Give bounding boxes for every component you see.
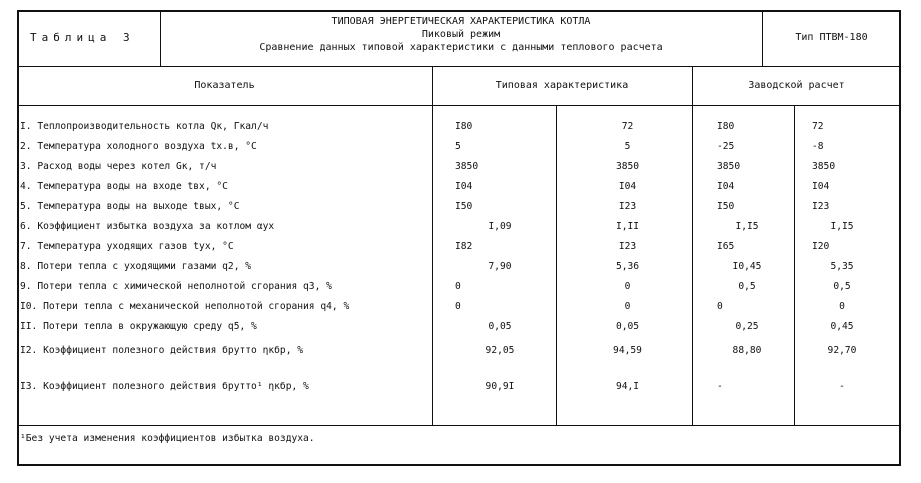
typical-value-2: 0 [624, 281, 631, 292]
typical-value-2: 5 [624, 141, 631, 152]
factory-value-2: 92,70 [827, 345, 857, 356]
row-label: 4. Температура воды на входе tвх, °С [20, 181, 228, 192]
table-row [0, 258, 921, 275]
table-row [0, 298, 921, 315]
typical-value-1: 92,05 [485, 345, 515, 356]
table-row [0, 342, 921, 359]
row-label: 3. Расход воды через котел Gк, т/ч [20, 161, 217, 172]
factory-value-2: - [839, 381, 845, 392]
row-label: 7. Температура уходящих газов tух, °С [20, 241, 234, 252]
table-subtitle: Пиковый режим [421, 29, 501, 40]
factory-value-2: -8 [812, 141, 824, 152]
table-label: Таблица 3 [30, 31, 135, 44]
factory-value-1: I0,45 [732, 261, 762, 272]
factory-value-1: 0 [717, 301, 723, 312]
table-row [0, 218, 921, 235]
table-row [0, 178, 921, 195]
factory-value-1: 88,80 [732, 345, 762, 356]
factory-value-2: I23 [812, 201, 830, 212]
typical-value-1: I50 [455, 201, 473, 212]
factory-value-2: 72 [812, 121, 824, 132]
factory-value-2: 3850 [812, 161, 836, 172]
typical-value-2: I04 [618, 181, 637, 192]
typical-value-2: 94,I [615, 381, 640, 392]
table-row [0, 278, 921, 295]
col-header-indicator: Показатель [194, 80, 255, 91]
typical-value-1: I80 [455, 121, 473, 132]
factory-value-2: 0,5 [833, 281, 851, 292]
typical-value-1: 90,9I [485, 381, 515, 392]
factory-value-2: 0 [839, 301, 845, 312]
col-header-factory: Заводской расчет [748, 80, 845, 91]
row-label: II. Потери тепла в окружающую среду q5, % [20, 321, 257, 332]
factory-value-1: I80 [717, 121, 735, 132]
factory-value-2: 5,35 [830, 261, 854, 272]
factory-value-1: - [717, 381, 723, 392]
factory-value-2: I04 [812, 181, 830, 192]
table-comparison: Сравнение данных типовой характеристики с данными теплового расчета [259, 42, 663, 53]
row-label: I. Теплопроизводительность котла Qк, Гкал/ч [20, 121, 269, 132]
factory-value-1: -25 [717, 141, 735, 152]
factory-value-1: 0,25 [735, 321, 759, 332]
row-label: 8. Потери тепла с уходящими газами q2, % [20, 261, 252, 272]
row-label: 2. Температура холодного воздуха tх.в, °С [20, 141, 257, 152]
typical-value-2: 0,05 [615, 321, 640, 332]
row-label: 5. Температура воды на выходе tвых, °С [20, 201, 240, 212]
row-label: 9. Потери тепла с химической неполнотой сгорания q3, % [20, 281, 332, 292]
factory-value-1: 3850 [717, 161, 741, 172]
typical-value-1: 7,90 [488, 261, 512, 272]
table-row [0, 138, 921, 155]
typical-value-2: I23 [618, 201, 637, 212]
table-row [0, 238, 921, 255]
col-header-typical: Типовая характеристика [495, 80, 629, 91]
factory-value-1: I,I5 [735, 221, 759, 232]
row-label: I0. Потери тепла с механической неполнотой сгорания q4, % [20, 301, 350, 312]
factory-value-2: I20 [812, 241, 830, 252]
footnote-divider [17, 425, 901, 426]
table-title: ТИПОВАЯ ЭНЕРГЕТИЧЕСКАЯ ХАРАКТЕРИСТИКА КОТЛА [331, 16, 591, 27]
typical-value-2: 94,59 [613, 345, 642, 356]
typical-value-1: 3850 [455, 161, 479, 172]
typical-value-1: I,09 [488, 221, 512, 232]
typical-value-1: I82 [455, 241, 473, 252]
factory-value-1: I65 [717, 241, 735, 252]
typical-value-1: 5 [455, 141, 461, 152]
typical-value-1: 0,05 [488, 321, 512, 332]
typical-value-2: 3850 [615, 161, 640, 172]
typical-value-1: I04 [455, 181, 473, 192]
table-row [0, 378, 921, 395]
typical-value-2: I,II [615, 221, 640, 232]
factory-value-1: 0,5 [738, 281, 756, 292]
footnote: ¹Без учета изменения коэффициентов избытка воздуха. [20, 433, 315, 444]
table-row [0, 198, 921, 215]
typical-value-1: 0 [455, 301, 461, 312]
header-divider [17, 66, 901, 67]
typical-value-2: 5,36 [615, 261, 640, 272]
table-row [0, 318, 921, 335]
table-row [0, 158, 921, 175]
typical-value-2: I23 [618, 241, 637, 252]
boiler-type: Тип ПТВМ-180 [795, 32, 868, 43]
row-label: 6. Коэффициент избытка воздуха за котлом αух [20, 221, 275, 232]
factory-value-1: I50 [717, 201, 735, 212]
typical-value-2: 0 [624, 301, 631, 312]
factory-value-2: 0,45 [830, 321, 854, 332]
typical-value-2: 72 [621, 121, 634, 132]
table-row [0, 118, 921, 135]
factory-value-1: I04 [717, 181, 735, 192]
factory-value-2: I,I5 [830, 221, 854, 232]
row-label: I3. Коэффициент полезного действия брутто¹ ηкбр, % [20, 381, 309, 392]
column-header-divider [17, 105, 901, 106]
row-label: I2. Коэффициент полезного действия брутто ηкбр, % [20, 345, 304, 356]
typical-value-1: 0 [455, 281, 461, 292]
